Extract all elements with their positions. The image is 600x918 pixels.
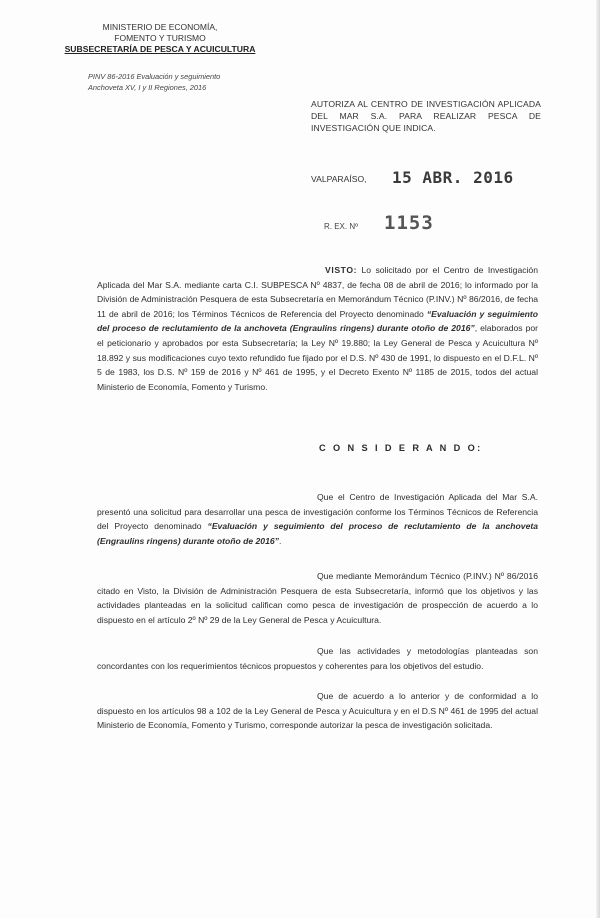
reference-line-1: PINV 86-2016 Evaluación y seguimiento — [88, 72, 221, 81]
visto-paragraph — [97, 263, 538, 394]
date-stamp: 15 ABR. 2016 — [392, 168, 514, 187]
considerando-paragraph-2: Que mediante Memorándum Técnico (P.INV.) Nº 86/2016 citado en Visto, la División de Administración Pesquera de esta Subsecretaría, informó que los objetivos y las actividades planteadas en la solicitud califican como pesca de investigación de prospección de acuerdo a lo dispuesto en el artículo 2º Nº 29 de la Ley General de Pesca y Acuicultura. — [97, 571, 538, 625]
visto-lead: VISTO: — [325, 265, 358, 275]
reference-line-2: Anchoveta XV, I y II Regiones, 2016 — [88, 82, 207, 92]
page-edge-shadow — [596, 0, 600, 918]
resolution-number-label: R. EX. Nº — [324, 222, 359, 231]
ministry-line-1: MINISTERIO DE ECONOMÍA, — [102, 22, 218, 32]
visto-project-name: “Evaluación y seguimiento del proceso de reclutamiento de la anchoveta (Engraulins ringens) durante otoño de 2016” — [97, 308, 538, 334]
p1-text-b: . — [278, 535, 282, 546]
visto-text-b: , elaborados por el peticionario y aprobados por esta Subsecretaría; la Ley Nº 19.880; la Ley General de Pesca y Acuicultura Nº 18.892 y sus modificaciones cuyo texto refundido fue fijado por el D.S. Nº 430 de 1991, lo dispuesto en el D.F.L. Nº 5 de 1983, los D.S. Nº 159 de 2016 y Nº 461 de 1995, y el Decreto Exento Nº 1185 de 2015, todos del actual Ministerio de Economía, Fomento y Turismo. — [97, 323, 538, 392]
subsecretaria-line: SUBSECRETARÍA DE PESCA Y ACUICULTURA — [64, 44, 256, 54]
visto-text-a: Lo solicitado por el Centro de Investigación Aplicada del Mar S.A. mediante carta C.I. SUBPESCA Nº 4837, de fecha 08 de abril de 2016; lo informado por la División de Administración Pesquera de esta Subsecretaría en Memorándum Técnico (P.INV.) Nº 86/2016, de fecha 11 de abril de 2016; los Términos Técnicos de Referencia del Proyecto denominado — [97, 265, 538, 319]
place-label: VALPARAÍSO, — [311, 174, 367, 184]
considerando-paragraph-1 — [97, 490, 538, 548]
letterhead — [60, 22, 260, 55]
considerando-paragraph-3: Que las actividades y metodologías planteadas son concordantes con los requerimientos técnicos propuestos y coherentes para los objetivos del estudio. — [97, 646, 538, 671]
considerando-paragraph-4: Que de acuerdo a lo anterior y de conformidad a lo dispuesto en los artículos 98 a 102 de la Ley General de Pesca y Acuicultura y en el D.S Nº 461 de 1995 del actual Ministerio de Economía, Fomento y Turismo, corresponde autorizar la pesca de investigación solicitada. — [97, 691, 538, 731]
p1-text-a: Que el Centro de Investigación Aplicada del Mar S.A. presentó una solicitud para desarrollar una pesca de investigación conforme los Términos Técnicos de Referencia del Proyecto denominado — [97, 492, 538, 532]
p1-project-name: “Evaluación y seguimiento del proceso de reclutamiento de la anchoveta (Engraulins ringens) durante otoño de 2016” — [97, 521, 538, 546]
considerando-heading: C O N S I D E R A N D O: — [319, 443, 483, 453]
reference-block — [88, 72, 220, 93]
resolution-number-stamp: 1153 — [384, 212, 434, 234]
resolution-title: AUTORIZA AL CENTRO DE INVESTIGACIÓN APLICADA DEL MAR S.A. PARA REALIZAR PESCA DE INVESTIGACIÓN QUE INDICA. — [311, 99, 541, 133]
ministry-line-2: FOMENTO Y TURISMO — [114, 33, 206, 43]
